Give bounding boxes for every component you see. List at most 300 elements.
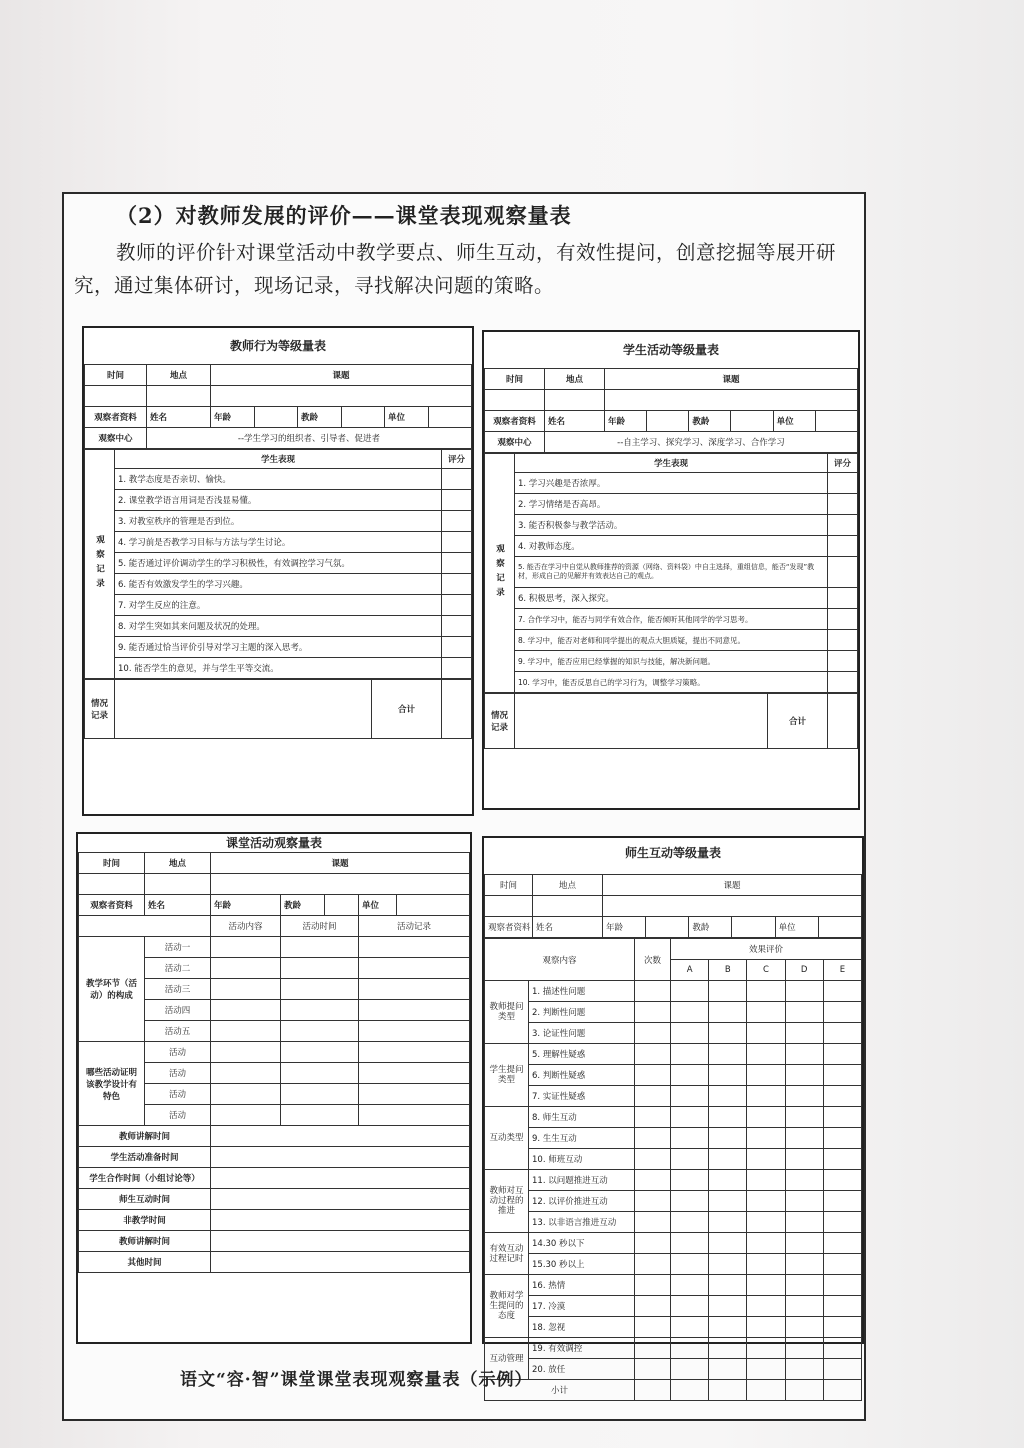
place-label: 地点 [533,875,603,896]
topic-value[interactable] [211,874,470,895]
grade-cell[interactable] [823,1317,861,1338]
grade-cell[interactable] [785,1233,823,1254]
form-title: 教师行为等级量表 [229,339,326,353]
grade-cell[interactable] [671,1065,709,1086]
grade-cell[interactable] [785,1065,823,1086]
list-item: 1. 学习兴趣是否浓厚。 [515,473,828,494]
grade-cell[interactable] [823,1191,861,1212]
unit-value[interactable] [428,407,472,428]
grade-cell[interactable] [785,1191,823,1212]
grade-cell[interactable] [785,1212,823,1233]
time-row-label: 教师讲解时间 [79,1231,211,1252]
list-item: 12. 以评价推进互动 [529,1191,635,1212]
count-cell[interactable] [635,1128,671,1149]
topic-label: 课题 [211,365,472,386]
group-label: 教学环节（活动）的构成 [79,937,145,1042]
list-item: 9. 生生互动 [529,1128,635,1149]
age-label: 年龄 [211,407,255,428]
grade-cell[interactable] [709,1317,747,1338]
observer-label: 观察者资料 [485,411,545,432]
count-cell[interactable] [635,1275,671,1296]
table-row [485,981,862,1002]
record-cell[interactable] [359,958,470,979]
grade-cell[interactable] [671,1254,709,1275]
list-item: 17. 冷漠 [529,1296,635,1317]
time-row-value[interactable] [211,1252,470,1273]
topic-value[interactable] [605,390,858,411]
score-cell[interactable] [442,511,472,532]
topic-label: 课题 [603,875,862,896]
count-cell[interactable] [635,1170,671,1191]
grade-cell[interactable] [747,1107,785,1128]
content-cell[interactable] [211,1042,281,1063]
grade-cell[interactable] [785,1002,823,1023]
intro-paragraph: 教师的评价针对课堂活动中教学要点、师生互动，有效性提问，创意挖掘等展开研究，通过集体研讨，现场记录，寻找解决问题的策略。 [74,241,837,297]
grade-cell[interactable] [709,1254,747,1275]
grade-cell[interactable] [823,1275,861,1296]
grade-cell[interactable] [747,1338,785,1359]
list-item: 5. 能否通过评价调动学生的学习积极性，有效调控学习气氛。 [115,553,442,574]
unit-label: 单位 [775,917,818,938]
grade-cell[interactable] [785,1107,823,1128]
table-row [485,1107,862,1128]
time-label: 时间 [85,365,147,386]
time-value[interactable] [485,896,533,917]
grade-cell[interactable] [671,1128,709,1149]
grade-cell[interactable] [785,1128,823,1149]
score-cell[interactable] [828,588,858,609]
grade-cell[interactable] [709,1338,747,1359]
grade-cell[interactable] [671,1044,709,1065]
age-label: 年龄 [605,411,647,432]
list-item: 10. 师班互动 [529,1149,635,1170]
years-label: 教龄 [298,407,342,428]
grade-cell[interactable] [785,1296,823,1317]
grade-cell[interactable] [823,1296,861,1317]
years-value[interactable] [732,917,775,938]
notes-field[interactable] [515,694,768,749]
grade-cell[interactable] [709,1275,747,1296]
notes-field[interactable] [115,680,372,739]
time-cell[interactable] [281,1000,359,1021]
grade-e: E [823,960,861,981]
score-header: 评分 [828,454,858,473]
count-cell[interactable] [635,1254,671,1275]
list-item: 活动一 [145,937,211,958]
years-label: 教龄 [689,917,732,938]
subtotal-cell[interactable] [785,1380,823,1401]
grade-cell[interactable] [709,1107,747,1128]
years-value[interactable] [341,407,385,428]
table-row [485,1254,862,1275]
total-value[interactable] [828,694,858,749]
score-cell[interactable] [442,658,472,679]
score-cell[interactable] [442,532,472,553]
grade-cell[interactable] [709,1191,747,1212]
content-cell[interactable] [211,1063,281,1084]
table-row [485,1212,862,1233]
content-cell[interactable] [211,1021,281,1042]
grade-cell[interactable] [709,1359,747,1380]
grade-cell[interactable] [823,1128,861,1149]
table-row [485,1023,862,1044]
place-label: 地点 [147,365,211,386]
grade-cell[interactable] [709,1065,747,1086]
grade-cell[interactable] [823,1233,861,1254]
time-row-value[interactable] [211,1231,470,1252]
grade-cell[interactable] [785,1359,823,1380]
table-row [485,1170,862,1191]
score-cell[interactable] [442,637,472,658]
record-cell[interactable] [359,1000,470,1021]
grade-cell[interactable] [747,1023,785,1044]
grade-cell[interactable] [671,1002,709,1023]
time-cell[interactable] [281,937,359,958]
grade-cell[interactable] [709,1023,747,1044]
grade-cell[interactable] [823,1359,861,1380]
grade-a: A [671,960,709,981]
time-row-value[interactable] [211,1168,470,1189]
record-cell[interactable] [359,1021,470,1042]
col-observe-content: 观察内容 [485,939,635,981]
topic-label: 课题 [211,853,470,874]
grade-cell[interactable] [747,1191,785,1212]
count-cell[interactable] [635,1107,671,1128]
grade-cell[interactable] [747,1296,785,1317]
observer-label: 观察者资料 [79,895,145,916]
side-label: 观察记录 [485,454,515,693]
grade-cell[interactable] [671,1359,709,1380]
grade-cell[interactable] [785,1317,823,1338]
count-cell[interactable] [635,1044,671,1065]
list-item: 活动四 [145,1000,211,1021]
grade-cell[interactable] [747,1044,785,1065]
grade-cell[interactable] [671,1086,709,1107]
grade-cell[interactable] [671,1317,709,1338]
grade-cell[interactable] [823,1338,861,1359]
content-cell[interactable] [211,1084,281,1105]
grade-cell[interactable] [671,1296,709,1317]
time-value[interactable] [85,386,147,407]
time-cell[interactable] [281,1105,359,1126]
list-item: 4. 对教师态度。 [515,536,828,557]
record-cell[interactable] [359,937,470,958]
student-info-table [484,368,858,453]
activity-table [78,852,470,1273]
grade-cell[interactable] [671,1149,709,1170]
grade-cell[interactable] [785,1275,823,1296]
total-label: 合计 [768,694,828,749]
time-label: 时间 [485,875,533,896]
time-row-label: 学生活动准备时间 [79,1147,211,1168]
list-item: 7. 对学生反应的注意。 [115,595,442,616]
list-item: 活动 [145,1084,211,1105]
col-effect: 效果评价 [671,939,862,960]
grade-cell[interactable] [671,1191,709,1212]
grade-cell[interactable] [671,1107,709,1128]
record-cell[interactable] [359,1063,470,1084]
grade-cell[interactable] [823,1065,861,1086]
grade-cell[interactable] [785,1254,823,1275]
list-item: 6. 积极思考，深入探究。 [515,588,828,609]
list-item: 活动五 [145,1021,211,1042]
grade-cell[interactable] [671,1023,709,1044]
grade-cell[interactable] [709,981,747,1002]
score-cell[interactable] [828,473,858,494]
list-item: 15.30 秒以上 [529,1254,635,1275]
score-cell[interactable] [442,490,472,511]
grade-cell[interactable] [785,1170,823,1191]
grade-cell[interactable] [709,1170,747,1191]
time-row-label: 非教学时间 [79,1210,211,1231]
score-cell[interactable] [828,630,858,651]
place-label: 地点 [545,369,605,390]
grade-cell[interactable] [747,1317,785,1338]
grade-cell[interactable] [709,1296,747,1317]
time-cell[interactable] [281,958,359,979]
grade-cell[interactable] [747,981,785,1002]
subtotal-cell[interactable] [671,1380,709,1401]
grade-cell[interactable] [785,981,823,1002]
grade-cell[interactable] [823,1212,861,1233]
age-value[interactable] [647,411,689,432]
teacher-notes-table [84,679,472,739]
time-row-value[interactable] [211,1126,470,1147]
score-header: 评分 [442,450,472,469]
score-cell[interactable] [442,595,472,616]
grade-cell[interactable] [709,1128,747,1149]
time-label: 时间 [485,369,545,390]
list-item: 2. 课堂教学语言用词是否浅显易懂。 [115,490,442,511]
grade-cell[interactable] [823,1170,861,1191]
table-row [485,1065,862,1086]
list-item: 8. 对学生突如其来问题及状况的处理。 [115,616,442,637]
student-notes-table [484,693,858,749]
list-item: 3. 对教室秩序的管理是否到位。 [115,511,442,532]
list-item: 6. 能否有效激发学生的学习兴趣。 [115,574,442,595]
grade-cell[interactable] [709,1002,747,1023]
count-cell[interactable] [635,1359,671,1380]
list-item: 活动 [145,1105,211,1126]
list-item: 活动 [145,1063,211,1084]
unit-value[interactable] [815,411,857,432]
count-cell[interactable] [635,1191,671,1212]
content-cell[interactable] [211,979,281,1000]
unit-label: 单位 [773,411,815,432]
time-cell[interactable] [281,979,359,1000]
list-item: 活动三 [145,979,211,1000]
grade-cell[interactable] [747,1275,785,1296]
unit-label: 单位 [385,407,429,428]
grade-cell[interactable] [747,1233,785,1254]
table-row [485,1002,862,1023]
count-cell[interactable] [635,1065,671,1086]
grade-cell[interactable] [823,1044,861,1065]
place-value[interactable] [533,896,603,917]
score-cell[interactable] [828,651,858,672]
time-cell[interactable] [281,1063,359,1084]
grade-cell[interactable] [709,1086,747,1107]
place-value[interactable] [145,874,211,895]
count-cell[interactable] [635,1023,671,1044]
time-value[interactable] [79,874,145,895]
grade-cell[interactable] [747,1149,785,1170]
table-row [485,1338,862,1359]
grade-cell[interactable] [823,981,861,1002]
grade-cell[interactable] [823,1086,861,1107]
grade-cell[interactable] [747,1086,785,1107]
table-row [485,1233,862,1254]
total-label: 合计 [372,680,442,739]
group-label: 有效互动过程记时 [485,1233,529,1275]
unit-value[interactable] [818,917,861,938]
grade-cell[interactable] [823,1023,861,1044]
table-row [485,1044,862,1065]
list-item: 14.30 秒以下 [529,1233,635,1254]
score-cell[interactable] [828,672,858,693]
record-cell[interactable] [359,1105,470,1126]
content-cell[interactable] [211,937,281,958]
grade-cell[interactable] [747,1170,785,1191]
count-cell[interactable] [635,981,671,1002]
teacher-behavior-form [82,326,474,816]
grade-cell[interactable] [785,1023,823,1044]
grade-cell[interactable] [747,1254,785,1275]
topic-value[interactable] [603,896,862,917]
grade-cell[interactable] [671,1275,709,1296]
count-cell[interactable] [635,1086,671,1107]
time-cell[interactable] [281,1084,359,1105]
interaction-info-table [484,874,862,938]
table-row [485,1128,862,1149]
years-value[interactable] [731,411,773,432]
list-item: 5. 能否在学习中自觉从教师推荐的资源（网络、资料袋）中自主选择，重组信息，能否“发现”教材，形成自己的见解并有效表达自己的观点。 [515,557,828,588]
grade-cell[interactable] [671,981,709,1002]
score-cell[interactable] [442,616,472,637]
grade-cell[interactable] [785,1086,823,1107]
list-item: 活动 [145,1042,211,1063]
years-value[interactable] [325,895,359,916]
grade-cell[interactable] [747,1212,785,1233]
center-label: 观察中心 [485,432,545,453]
score-cell[interactable] [828,515,858,536]
grade-cell[interactable] [823,1002,861,1023]
score-cell[interactable] [442,469,472,490]
subtotal-count[interactable] [635,1380,671,1401]
grade-cell[interactable] [823,1107,861,1128]
age-value[interactable] [646,917,689,938]
grade-cell[interactable] [747,1128,785,1149]
list-item: 3. 论证性问题 [529,1023,635,1044]
time-row-value[interactable] [211,1147,470,1168]
topic-value[interactable] [211,386,472,407]
grade-cell[interactable] [823,1254,861,1275]
column-header: 学生表现 [515,454,828,473]
section-heading: （2）对教师发展的评价——课堂表现观察量表 [116,203,572,228]
record-cell[interactable] [359,1084,470,1105]
col-activity-time: 活动时间 [281,916,359,937]
list-item: 10. 学习中，能否反思自己的学习行为，调整学习策略。 [515,672,828,693]
content-cell[interactable] [211,1105,281,1126]
grade-cell[interactable] [671,1170,709,1191]
subtotal-cell[interactable] [709,1380,747,1401]
grade-cell[interactable] [671,1233,709,1254]
grade-cell[interactable] [785,1338,823,1359]
group-label: 教师提问类型 [485,981,529,1044]
grade-cell[interactable] [709,1212,747,1233]
grade-cell[interactable] [823,1149,861,1170]
subtotal-cell[interactable] [823,1380,861,1401]
time-cell[interactable] [281,1042,359,1063]
count-cell[interactable] [635,1233,671,1254]
list-item: 活动二 [145,958,211,979]
grade-cell[interactable] [747,1065,785,1086]
count-cell[interactable] [635,1002,671,1023]
score-cell[interactable] [828,536,858,557]
score-cell[interactable] [442,574,472,595]
grade-cell[interactable] [747,1002,785,1023]
classroom-activity-form [76,832,472,1344]
student-items-table [484,453,858,693]
time-cell[interactable] [281,1021,359,1042]
group-label: 哪些活动证明该教学设计有特色 [79,1042,145,1126]
score-cell[interactable] [442,553,472,574]
count-cell[interactable] [635,1212,671,1233]
score-cell[interactable] [828,494,858,515]
total-value[interactable] [442,680,472,739]
age-label: 年龄 [603,917,646,938]
time-row-value[interactable] [211,1210,470,1231]
interaction-form [482,836,864,1396]
unit-value[interactable] [397,895,470,916]
place-value[interactable] [545,390,605,411]
count-cell[interactable] [635,1296,671,1317]
record-cell[interactable] [359,979,470,1000]
score-cell[interactable] [828,609,858,630]
teacher-info-table [84,364,472,449]
grade-cell[interactable] [709,1044,747,1065]
group-label: 互动管理 [485,1338,529,1380]
count-cell[interactable] [635,1317,671,1338]
grade-cell[interactable] [709,1233,747,1254]
count-cell[interactable] [635,1338,671,1359]
notes-label: 情况记录 [85,680,115,739]
grade-cell[interactable] [671,1212,709,1233]
grade-cell[interactable] [785,1044,823,1065]
grade-cell[interactable] [671,1338,709,1359]
col-activity-record: 活动记录 [359,916,470,937]
age-value[interactable] [254,407,298,428]
center-label: 观察中心 [85,428,147,449]
time-row-value[interactable] [211,1189,470,1210]
grade-cell[interactable] [747,1359,785,1380]
grade-cell[interactable] [785,1149,823,1170]
subtotal-cell[interactable] [747,1380,785,1401]
list-item: 11. 以问题推进互动 [529,1170,635,1191]
time-value[interactable] [485,390,545,411]
place-value[interactable] [147,386,211,407]
content-cell[interactable] [211,1000,281,1021]
count-cell[interactable] [635,1149,671,1170]
score-cell[interactable] [828,557,858,588]
form-title: 师生互动等级量表 [624,846,721,860]
grade-cell[interactable] [709,1149,747,1170]
center-value: --学生学习的组织者、引导者、促进者 [147,428,472,449]
record-cell[interactable] [359,1042,470,1063]
table-row [485,1191,862,1212]
time-label: 时间 [79,853,145,874]
content-cell[interactable] [211,958,281,979]
